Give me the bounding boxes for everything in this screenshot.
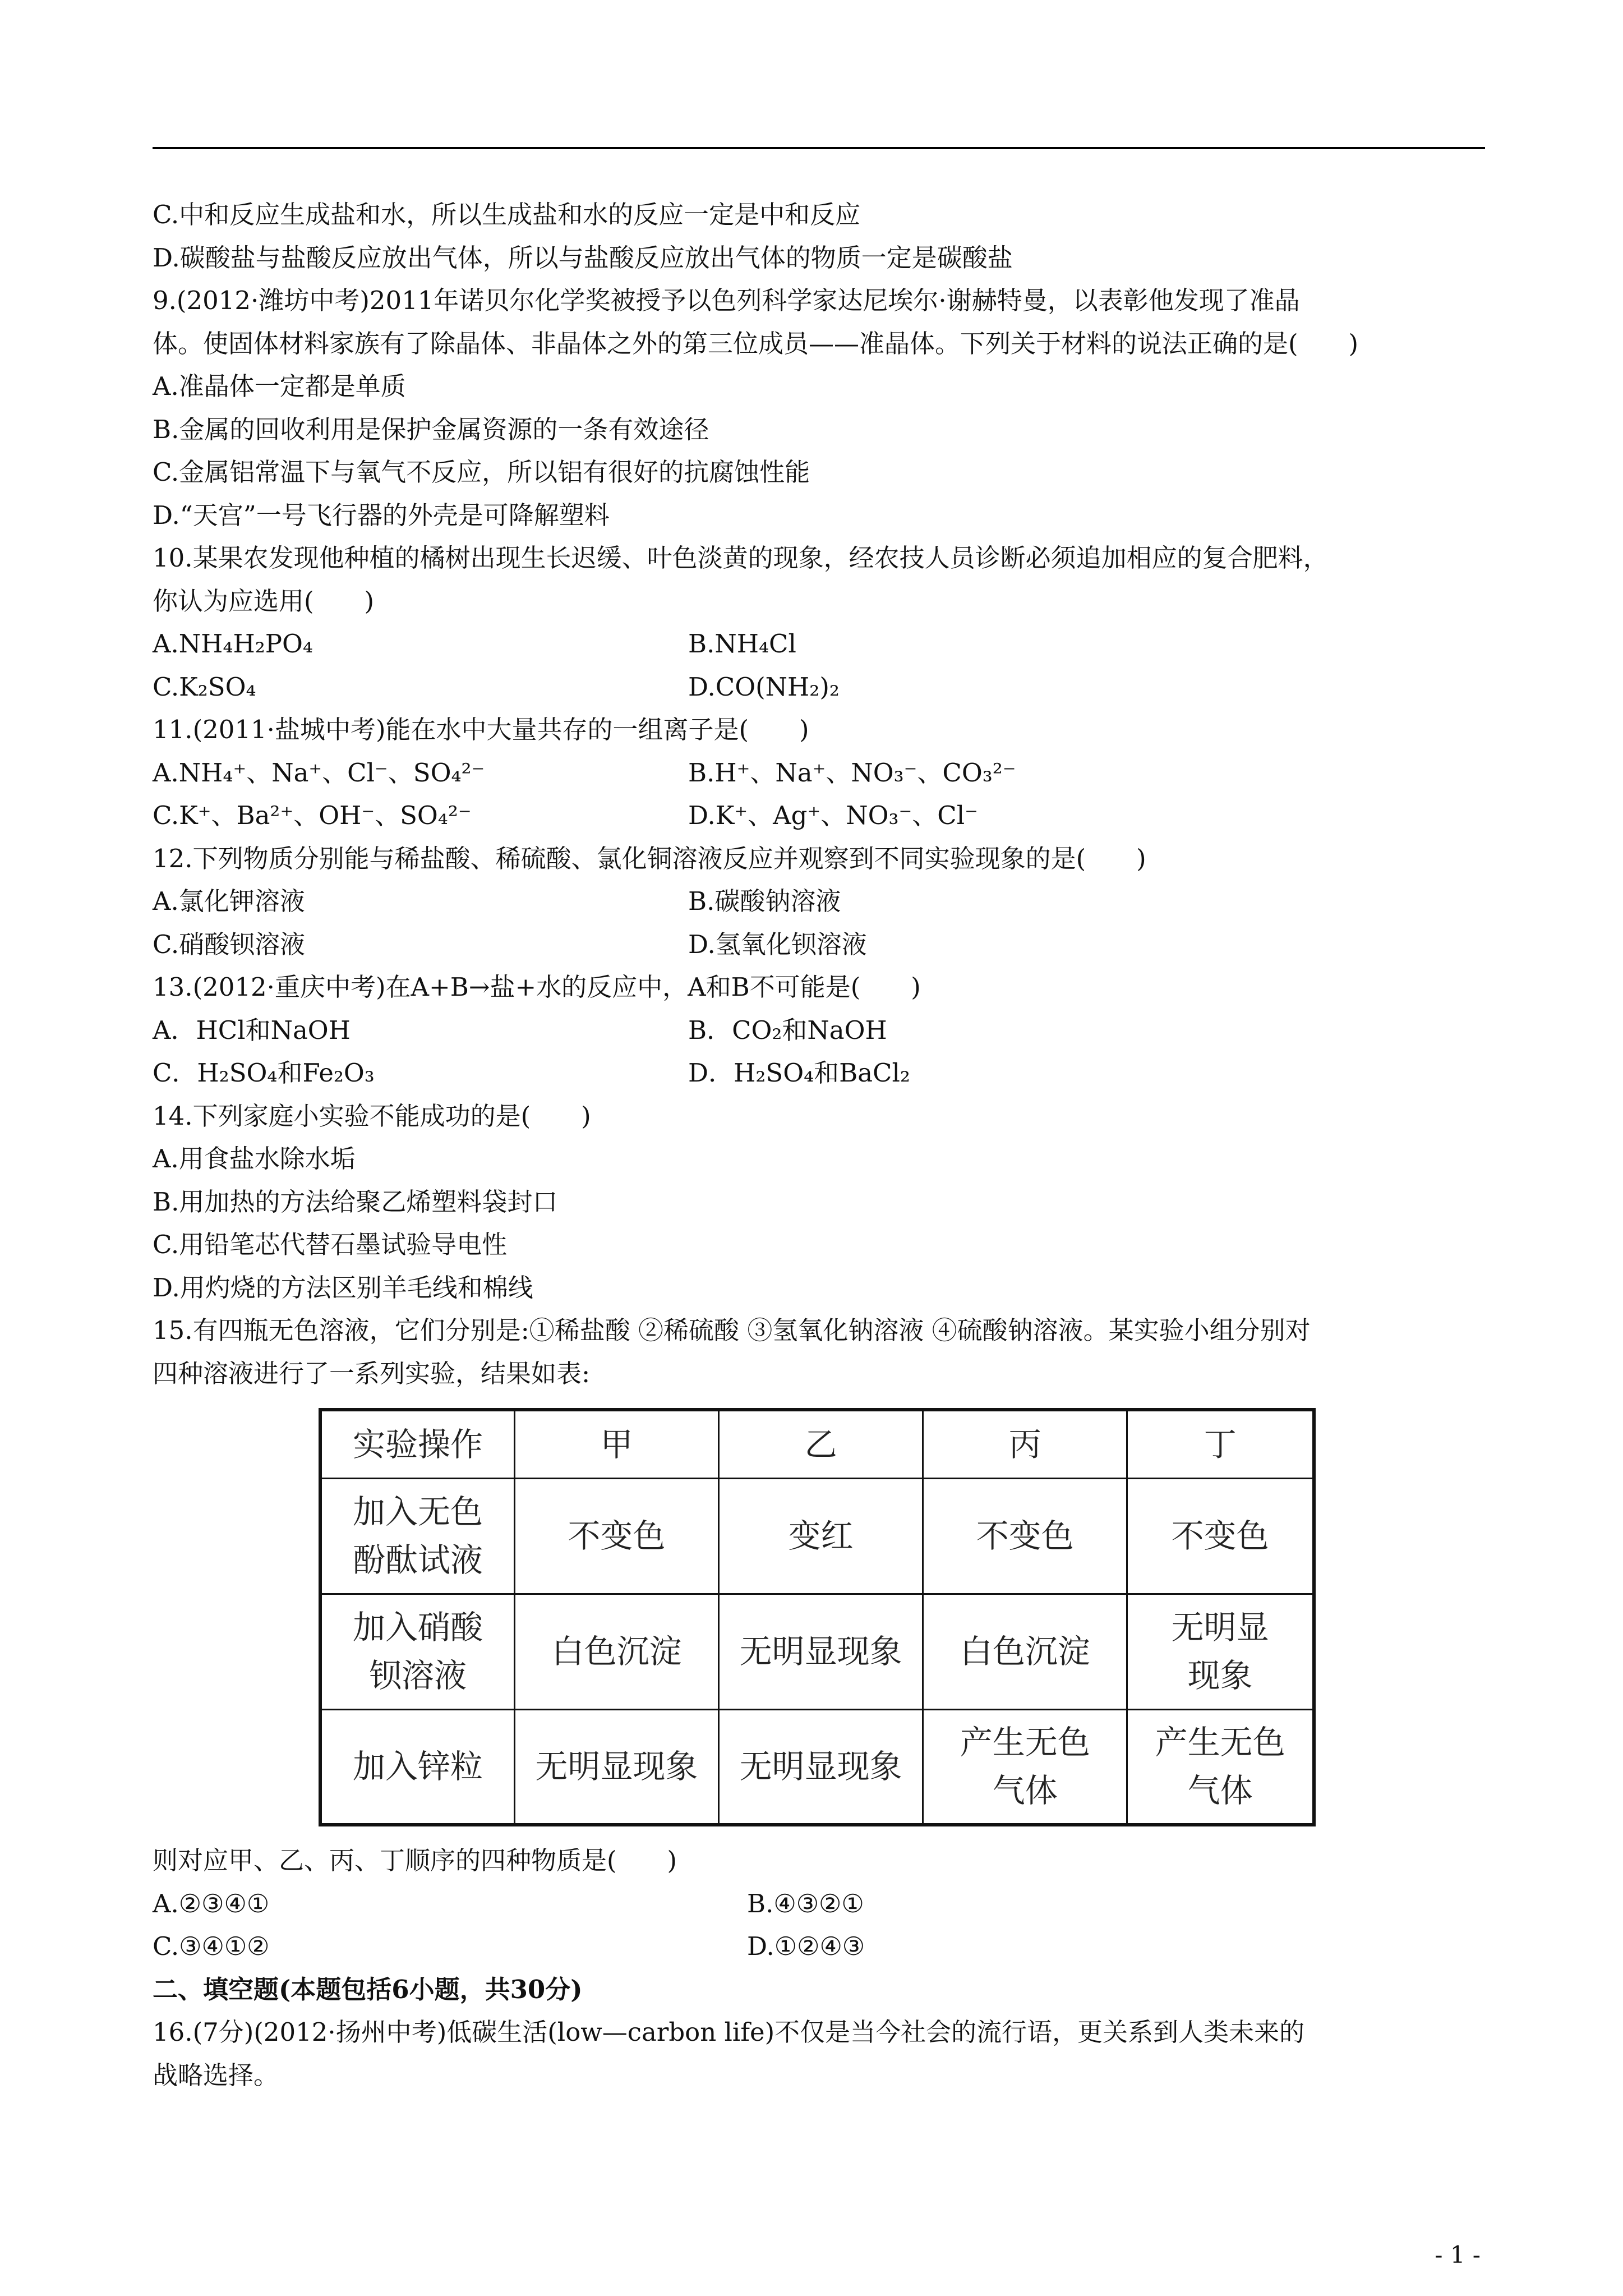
q12-option-c: C.硝酸钡溶液 (153, 929, 306, 959)
table-cell: 白色沉淀 (515, 1594, 719, 1709)
document-body (153, 194, 1498, 2097)
q14-option-d: D.用灼烧的方法区别羊毛线和棉线 (153, 1272, 533, 1303)
table-row (320, 1478, 1314, 1594)
q12-option-b: B.碳酸钠溶液 (688, 886, 841, 916)
question-16-stem: 16.(7分)(2012·扬州中考)低碳生活(low—carbon life)不仅是当今社会的流行语，更关系到人类未来的 (153, 2017, 1305, 2047)
q15-option-a: A.②③④① (153, 1888, 270, 1918)
table-cell: 无明显现象 (719, 1709, 923, 1825)
question-15-ask: 则对应甲、乙、丙、丁顺序的四种物质是( ) (153, 1846, 677, 1875)
q15-option-b: B.④③②① (747, 1888, 864, 1918)
question-9-stem: 9.(2012·潍坊中考)2011年诺贝尔化学奖被授予以色列科学家达尼埃尔·谢赫特曼，以表彰他发现了准晶 (153, 286, 1300, 315)
q10-options-row (153, 623, 1498, 666)
text-line: C.中和反应生成盐和水，所以生成盐和水的反应一定是中和反应 (153, 200, 861, 229)
q15-option-c: C.③④①② (153, 1931, 270, 1961)
q9-option-b: B.金属的回收利用是保护金属资源的一条有效途径 (153, 414, 709, 444)
table-header-cell: 实验操作 (320, 1410, 515, 1478)
q9-option-d: D.“天宫”一号飞行器的外壳是可降解塑料 (153, 500, 610, 530)
page-number: - 1 - (1435, 2241, 1481, 2269)
q13-option-d: D．H₂SO₄和BaCl₂ (688, 1058, 910, 1088)
table-header-row (320, 1410, 1314, 1478)
section-heading: 二、填空题(本题包括6小题，共30分) (153, 1974, 583, 2004)
q12-option-a: A.氯化钾溶液 (153, 886, 305, 916)
question-14-stem: 14.下列家庭小实验不能成功的是( ) (153, 1101, 591, 1131)
q13-option-c: C．H₂SO₄和Fe₂O₃ (153, 1058, 375, 1088)
q9-option-a: A.准晶体一定都是单质 (153, 371, 406, 401)
text-line: D.碳酸盐与盐酸反应放出气体，所以与盐酸反应放出气体的物质一定是碳酸盐 (153, 242, 1013, 273)
table-row (320, 1594, 1314, 1709)
q12-options-row (153, 923, 1498, 967)
header-rule (153, 147, 1485, 149)
q11-option-b: B.H⁺、Na⁺、NO₃⁻、CO₃²⁻ (688, 757, 1016, 788)
question-10-stem: 10.某果农发现他种植的橘树出现生长迟缓、叶色淡黄的现象，经农技人员诊断必须追加相应的复合肥料， (153, 543, 1329, 573)
q15-options-row (153, 1925, 1498, 1968)
table-cell: 加入无色 酚酞试液 (320, 1478, 515, 1594)
question-15-stem: 15.有四瓶无色溶液，它们分别是:①稀盐酸 ②稀硫酸 ③氢氧化钠溶液 ④硫酸钠溶液。某实验小组分别对 (153, 1315, 1311, 1345)
table-header-cell: 乙 (719, 1410, 923, 1478)
q13-option-a: A．HCl和NaOH (153, 1015, 351, 1045)
question-10-stem-cont: 你认为应选用( ) (153, 586, 375, 616)
q13-options-row (153, 1009, 1498, 1052)
q10-option-c: C.K₂SO₄ (153, 671, 256, 702)
q10-options-row (153, 666, 1498, 709)
table-cell: 无明显现象 (515, 1709, 719, 1825)
experiment-results-table (319, 1408, 1316, 1826)
table-cell: 无明显现象 (719, 1594, 923, 1709)
question-12-stem: 12.下列物质分别能与稀盐酸、稀硫酸、氯化铜溶液反应并观察到不同实验现象的是( ) (153, 843, 1146, 873)
question-15-stem-cont: 四种溶液进行了一系列实验，结果如表: (153, 1358, 591, 1388)
table-cell: 加入锌粒 (320, 1709, 515, 1825)
q10-option-b: B.NH₄Cl (688, 629, 796, 659)
q14-option-b: B.用加热的方法给聚乙烯塑料袋封口 (153, 1186, 558, 1217)
table-cell: 不变色 (515, 1478, 719, 1594)
table-header-cell: 丙 (923, 1410, 1127, 1478)
q12-options-row (153, 880, 1498, 923)
table-cell: 加入硝酸 钡溶液 (320, 1594, 515, 1709)
q10-option-a: A.NH₄H₂PO₄ (153, 629, 313, 659)
table-cell: 不变色 (923, 1478, 1127, 1594)
table-cell: 产生无色 气体 (1127, 1709, 1314, 1825)
q14-option-c: C.用铅笔芯代替石墨试验导电性 (153, 1230, 508, 1259)
question-16-stem-cont: 战略选择。 (153, 2060, 279, 2090)
table-header-cell: 丁 (1127, 1410, 1314, 1478)
table-cell: 白色沉淀 (923, 1594, 1127, 1709)
table-row (320, 1709, 1314, 1825)
table-cell: 变红 (719, 1478, 923, 1594)
table-header-cell: 甲 (515, 1410, 719, 1478)
question-13-stem: 13.(2012·重庆中考)在A+B→盐+水的反应中，A和B不可能是( ) (153, 972, 921, 1002)
q13-options-row (153, 1052, 1498, 1095)
q10-option-d: D.CO(NH₂)₂ (688, 671, 840, 702)
q11-options-row (153, 752, 1498, 795)
q11-option-c: C.K⁺、Ba²⁺、OH⁻、SO₄²⁻ (153, 800, 472, 830)
q15-option-d: D.①②④③ (747, 1931, 865, 1961)
q11-option-d: D.K⁺、Ag⁺、NO₃⁻、Cl⁻ (688, 800, 978, 830)
q11-option-a: A.NH₄⁺、Na⁺、Cl⁻、SO₄²⁻ (153, 757, 485, 788)
table-cell: 无明显 现象 (1127, 1594, 1314, 1709)
q11-options-row (153, 794, 1498, 838)
table-cell: 不变色 (1127, 1478, 1314, 1594)
table-cell: 产生无色 气体 (923, 1709, 1127, 1825)
question-9-stem-cont: 体。使固体材料家族有了除晶体、非晶体之外的第三位成员——准晶体。下列关于材料的说法正确的是( ) (153, 328, 1359, 358)
q14-option-a: A.用食盐水除水垢 (153, 1144, 356, 1174)
q13-option-b: B．CO₂和NaOH (688, 1015, 887, 1045)
q15-options-row (153, 1883, 1498, 1926)
q9-option-c: C.金属铝常温下与氧气不反应，所以铝有很好的抗腐蚀性能 (153, 457, 810, 487)
q12-option-d: D.氢氧化钡溶液 (688, 929, 867, 959)
question-11-stem: 11.(2011·盐城中考)能在水中大量共存的一组离子是( ) (153, 715, 809, 744)
